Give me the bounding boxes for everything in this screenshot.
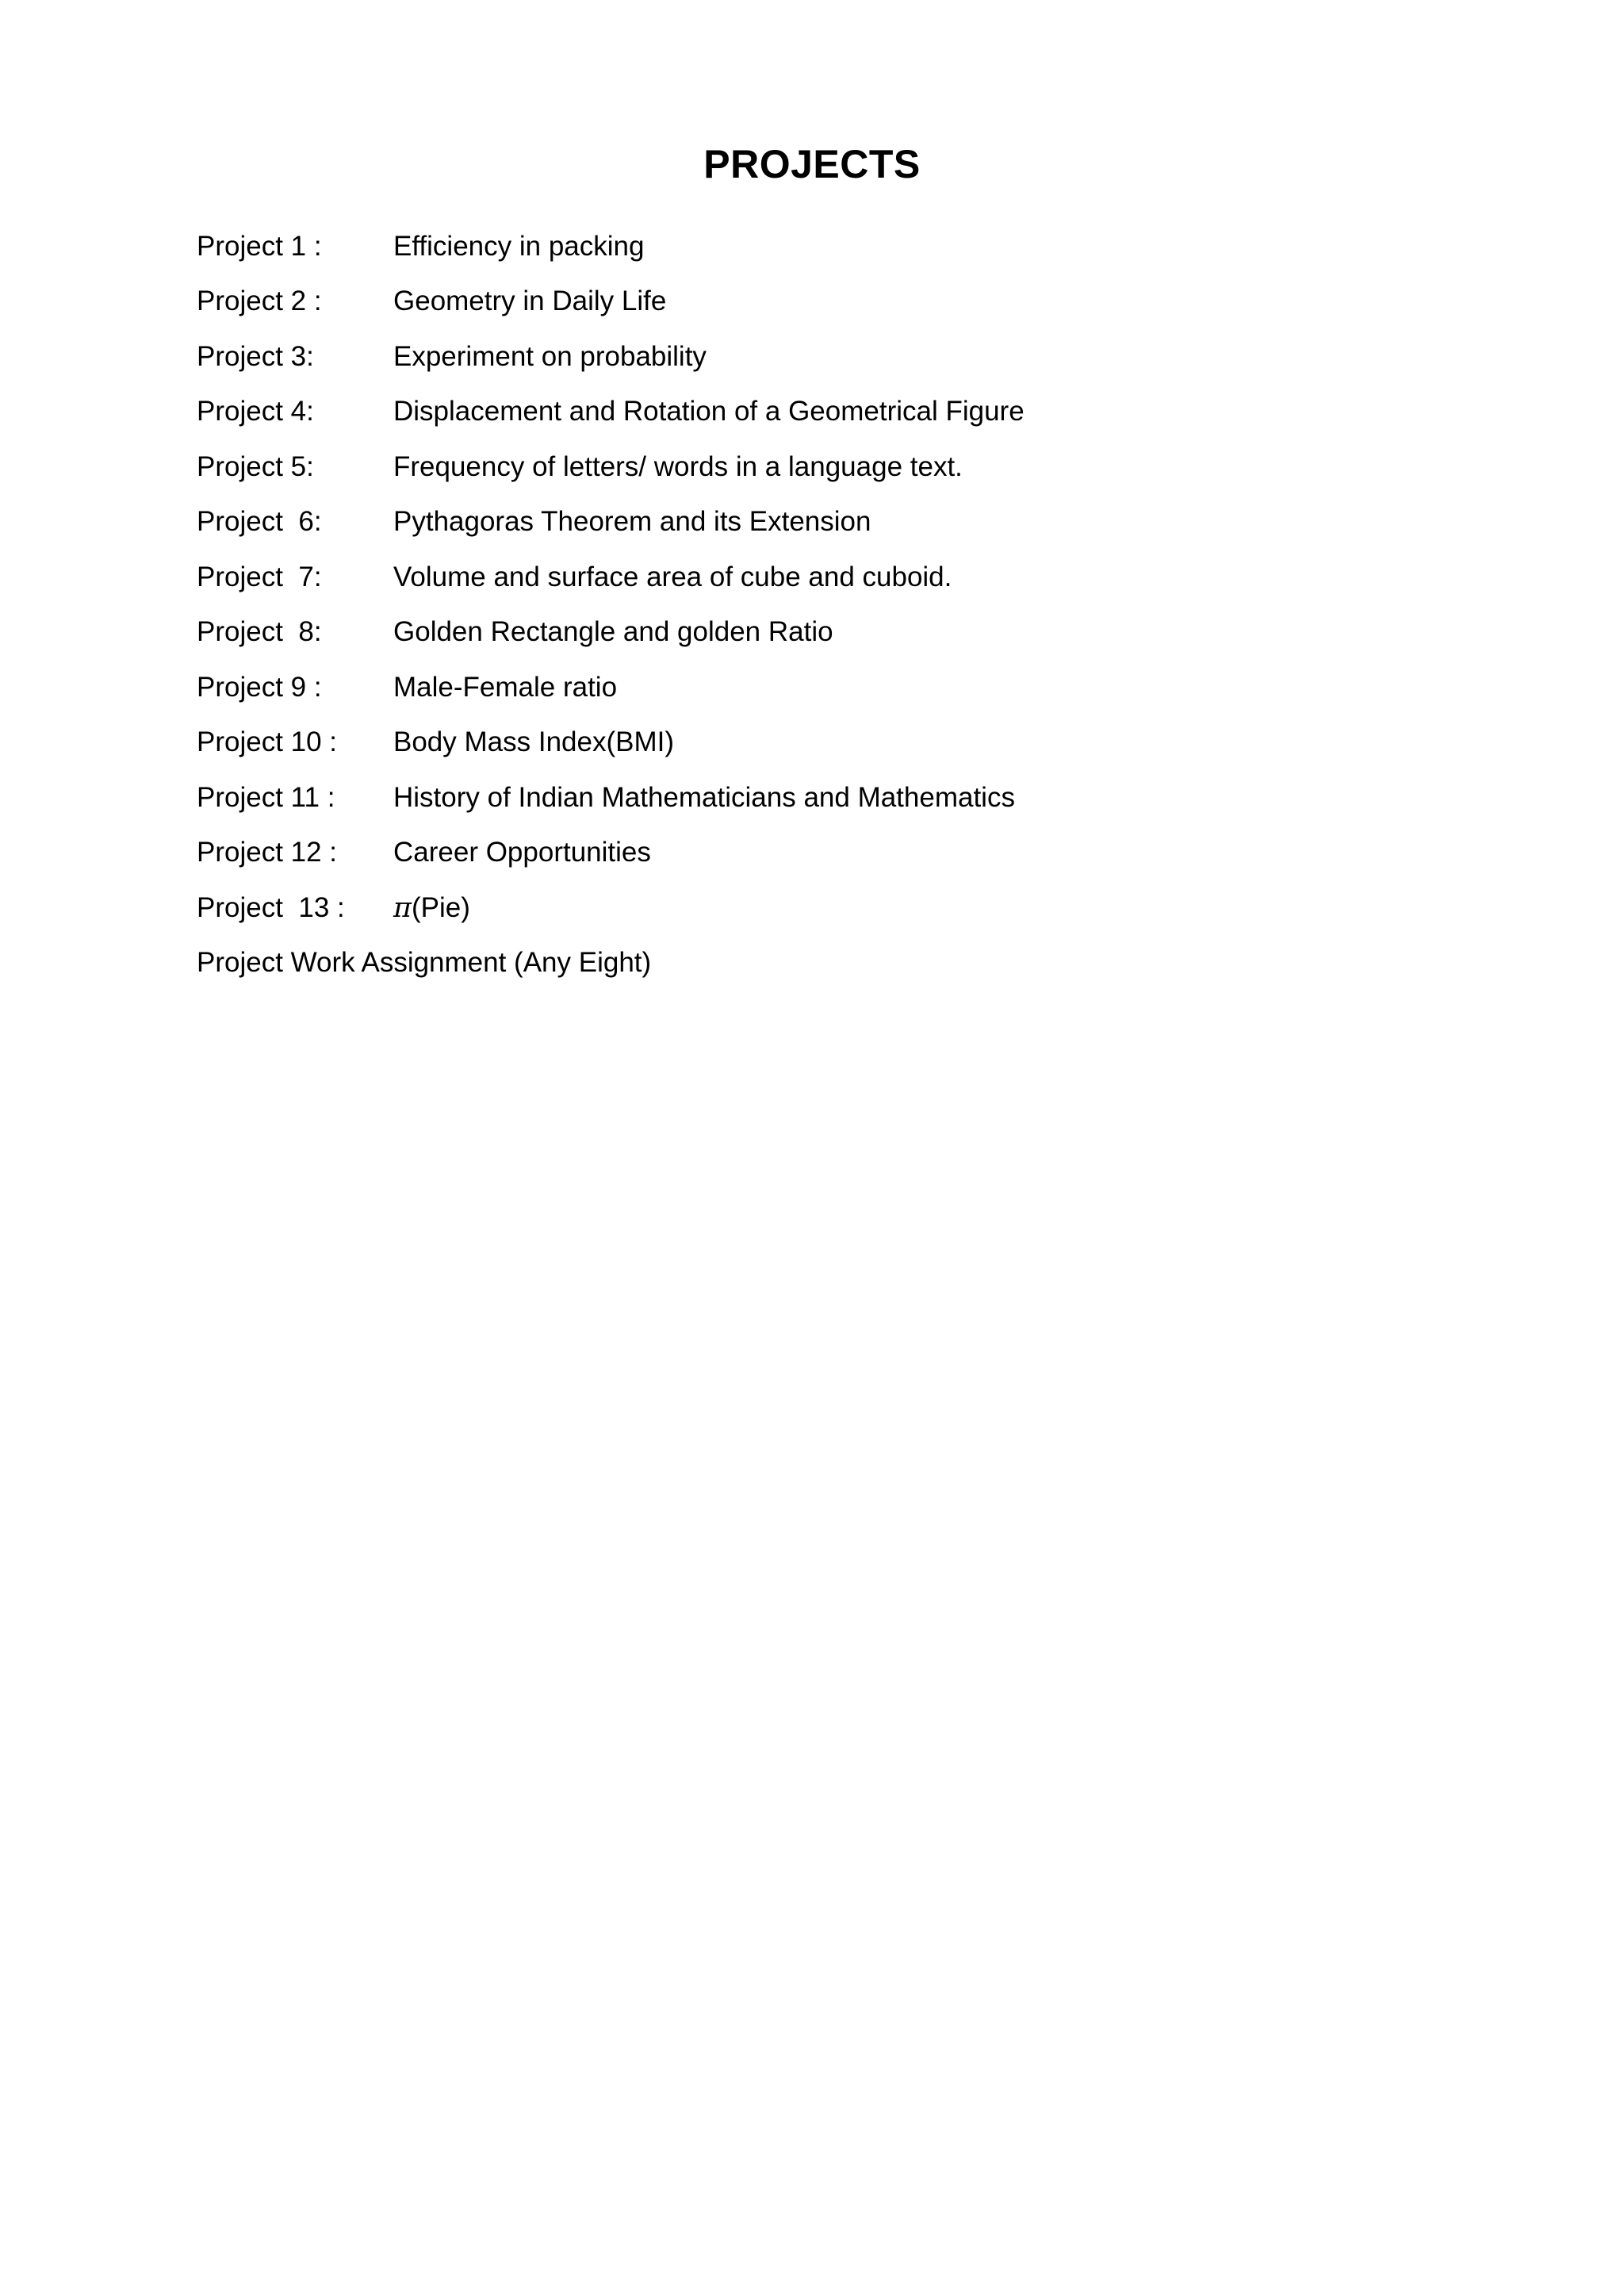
list-item — [197, 274, 1545, 330]
project-number: Project 5: — [197, 450, 314, 482]
project-list — [197, 219, 1545, 991]
list-item — [197, 660, 1545, 715]
project-number: Project 13 : — [197, 891, 345, 923]
list-item — [197, 550, 1545, 605]
list-item — [197, 495, 1545, 550]
project-title: History of Indian Mathematicians and Mathematics — [393, 781, 1015, 813]
project-number: Project 7: — [197, 561, 322, 592]
project-title: Volume and surface area of cube and cuboid. — [393, 561, 952, 592]
pi-symbol: π — [393, 891, 412, 924]
list-item — [197, 385, 1545, 440]
page-title: PROJECTS — [703, 142, 921, 186]
project-number: Project 2 : — [197, 286, 322, 317]
project-number: Project 1 : — [197, 230, 322, 262]
project-title: Efficiency in packing — [393, 230, 645, 262]
project-title — [393, 892, 1545, 924]
project-title: Displacement and Rotation of a Geometrical Figure — [393, 396, 1025, 427]
project-title: Body Mass Index(BMI) — [393, 726, 674, 758]
project-number: Project 6: — [197, 506, 322, 538]
project-title: Experiment on probability — [393, 340, 707, 372]
project-title: Pythagoras Theorem and its Extension — [393, 506, 871, 538]
project-number: Project 3: — [197, 340, 314, 372]
project-number: Project 8: — [197, 616, 322, 648]
list-item — [197, 826, 1545, 881]
list-item — [197, 329, 1545, 385]
list-item — [197, 770, 1545, 826]
list-item — [197, 605, 1545, 661]
project-number: Project 9 : — [197, 671, 322, 703]
pi-label-text: (Pie) — [412, 891, 470, 923]
list-item — [197, 880, 1545, 936]
project-number: Project 11 : — [197, 781, 335, 813]
project-assignment-note: Project Work Assignment (Any Eight) — [197, 947, 652, 979]
list-item — [197, 219, 1545, 274]
project-title: Geometry in Daily Life — [393, 286, 667, 317]
list-item — [197, 439, 1545, 495]
project-title: Golden Rectangle and golden Ratio — [393, 616, 833, 648]
project-title: Frequency of letters/ words in a language text. — [393, 450, 963, 482]
project-number: Project 12 : — [197, 837, 338, 868]
project-number: Project 10 : — [197, 726, 338, 758]
project-title: Male-Female ratio — [393, 671, 618, 703]
project-number: Project 4: — [197, 396, 314, 427]
list-item — [197, 715, 1545, 771]
project-title: Career Opportunities — [393, 837, 651, 868]
